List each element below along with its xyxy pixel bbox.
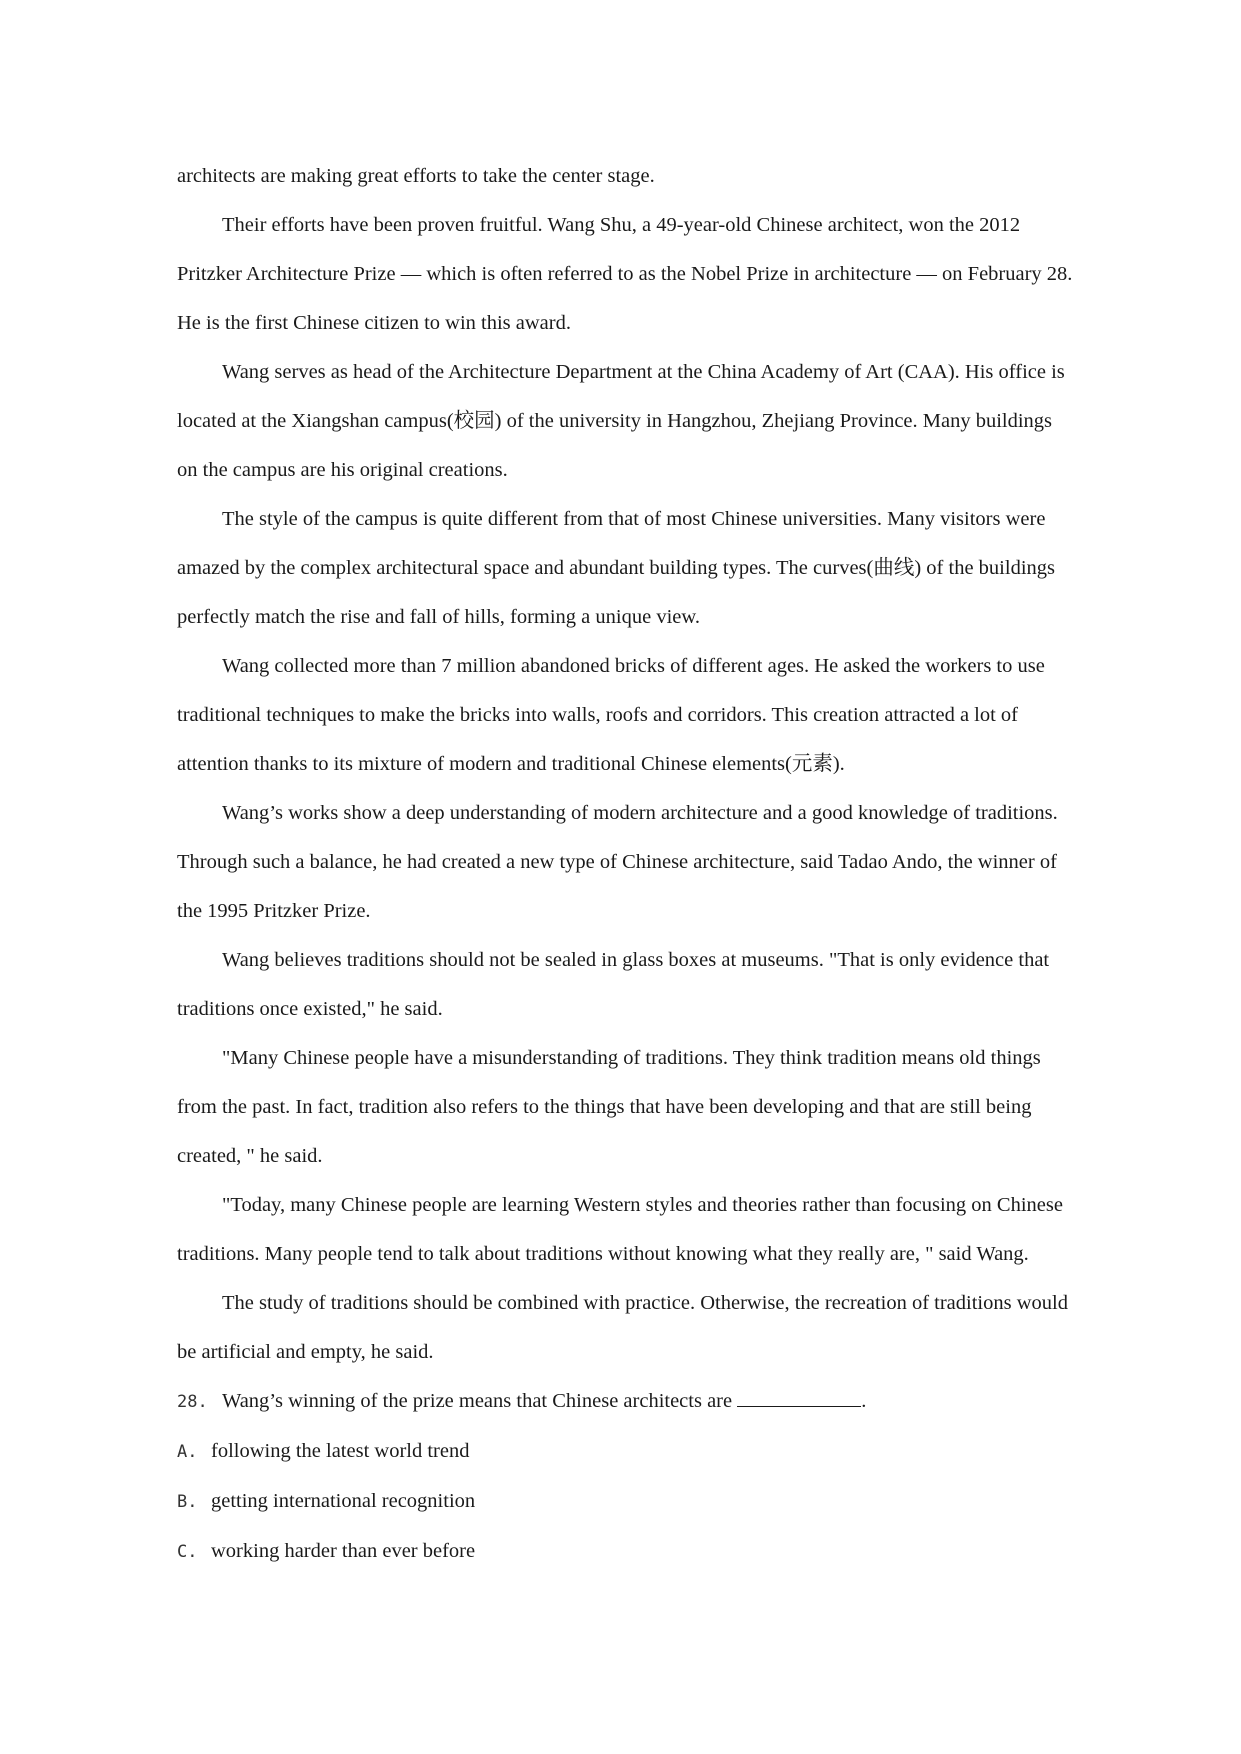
answer-blank (737, 1390, 861, 1407)
paragraph: Wang collected more than 7 million abandoned bricks of different ages. He asked the workers to use traditional techniques to make the bricks into walls, roofs and corridors. This creation attracted a lot of attention thanks to its mixture of modern and traditional Chinese elements(元素). (177, 655, 1045, 775)
paragraph: Wang’s works show a deep understanding of modern architecture and a good knowledge of traditions. Through such a balance, he had created a new type of Chinese architecture, said Tadao Ando, the winner of the 1995 Pritzker Prize. (177, 802, 1058, 922)
option-c (177, 1527, 1077, 1577)
passage (177, 152, 1077, 1377)
option-label: A. (177, 1442, 198, 1462)
paragraph: "Today, many Chinese people are learning Western styles and theories rather than focusing on Chinese traditions. Many people tend to talk about traditions without knowing what they really are, " said Wang. (177, 1194, 1063, 1265)
paragraph: "Many Chinese people have a misunderstanding of traditions. They think tradition means old things from the past. In fact, tradition also refers to the things that have been developing and that are still being created, " he said. (177, 1047, 1041, 1167)
question-end: . (861, 1390, 867, 1412)
option-text: working harder than ever before (211, 1540, 476, 1562)
question-number: 28. (177, 1392, 208, 1412)
option-label: C. (177, 1542, 198, 1562)
question-stem-line (177, 1377, 1077, 1427)
paragraph: Wang believes traditions should not be sealed in glass boxes at museums. "That is only evidence that traditions once existed," he said. (177, 949, 1050, 1020)
paragraph: architects are making great efforts to take the center stage. (177, 165, 655, 187)
question-stem: Wang’s winning of the prize means that Chinese architects are (222, 1390, 733, 1412)
option-label: B. (177, 1492, 198, 1512)
paragraph: Their efforts have been proven fruitful. Wang Shu, a 49-year-old Chinese architect, won the 2012 Pritzker Architecture Prize — which is often referred to as the Nobel Prize in architecture — on February 28. He is the first Chinese citizen to win this award. (177, 214, 1073, 334)
option-a (177, 1427, 1077, 1477)
paragraph: The style of the campus is quite different from that of most Chinese universities. Many visitors were amazed by the complex architectural space and abundant building types. The curves(曲线) of the buildings perfectly match the rise and fall of hills, forming a unique view. (177, 508, 1055, 628)
paragraph: Wang serves as head of the Architecture Department at the China Academy of Art (CAA). His office is located at the Xiangshan campus(校园) of the university in Hangzhou, Zhejiang Province. Many buildings on the campus are his original creations. (177, 361, 1065, 481)
option-b (177, 1477, 1077, 1527)
option-text: following the latest world trend (211, 1440, 470, 1462)
option-text: getting international recognition (211, 1490, 476, 1512)
document-page (177, 152, 1077, 1577)
paragraph: The study of traditions should be combined with practice. Otherwise, the recreation of traditions would be artificial and empty, he said. (177, 1292, 1068, 1363)
question-block (177, 1377, 1077, 1577)
